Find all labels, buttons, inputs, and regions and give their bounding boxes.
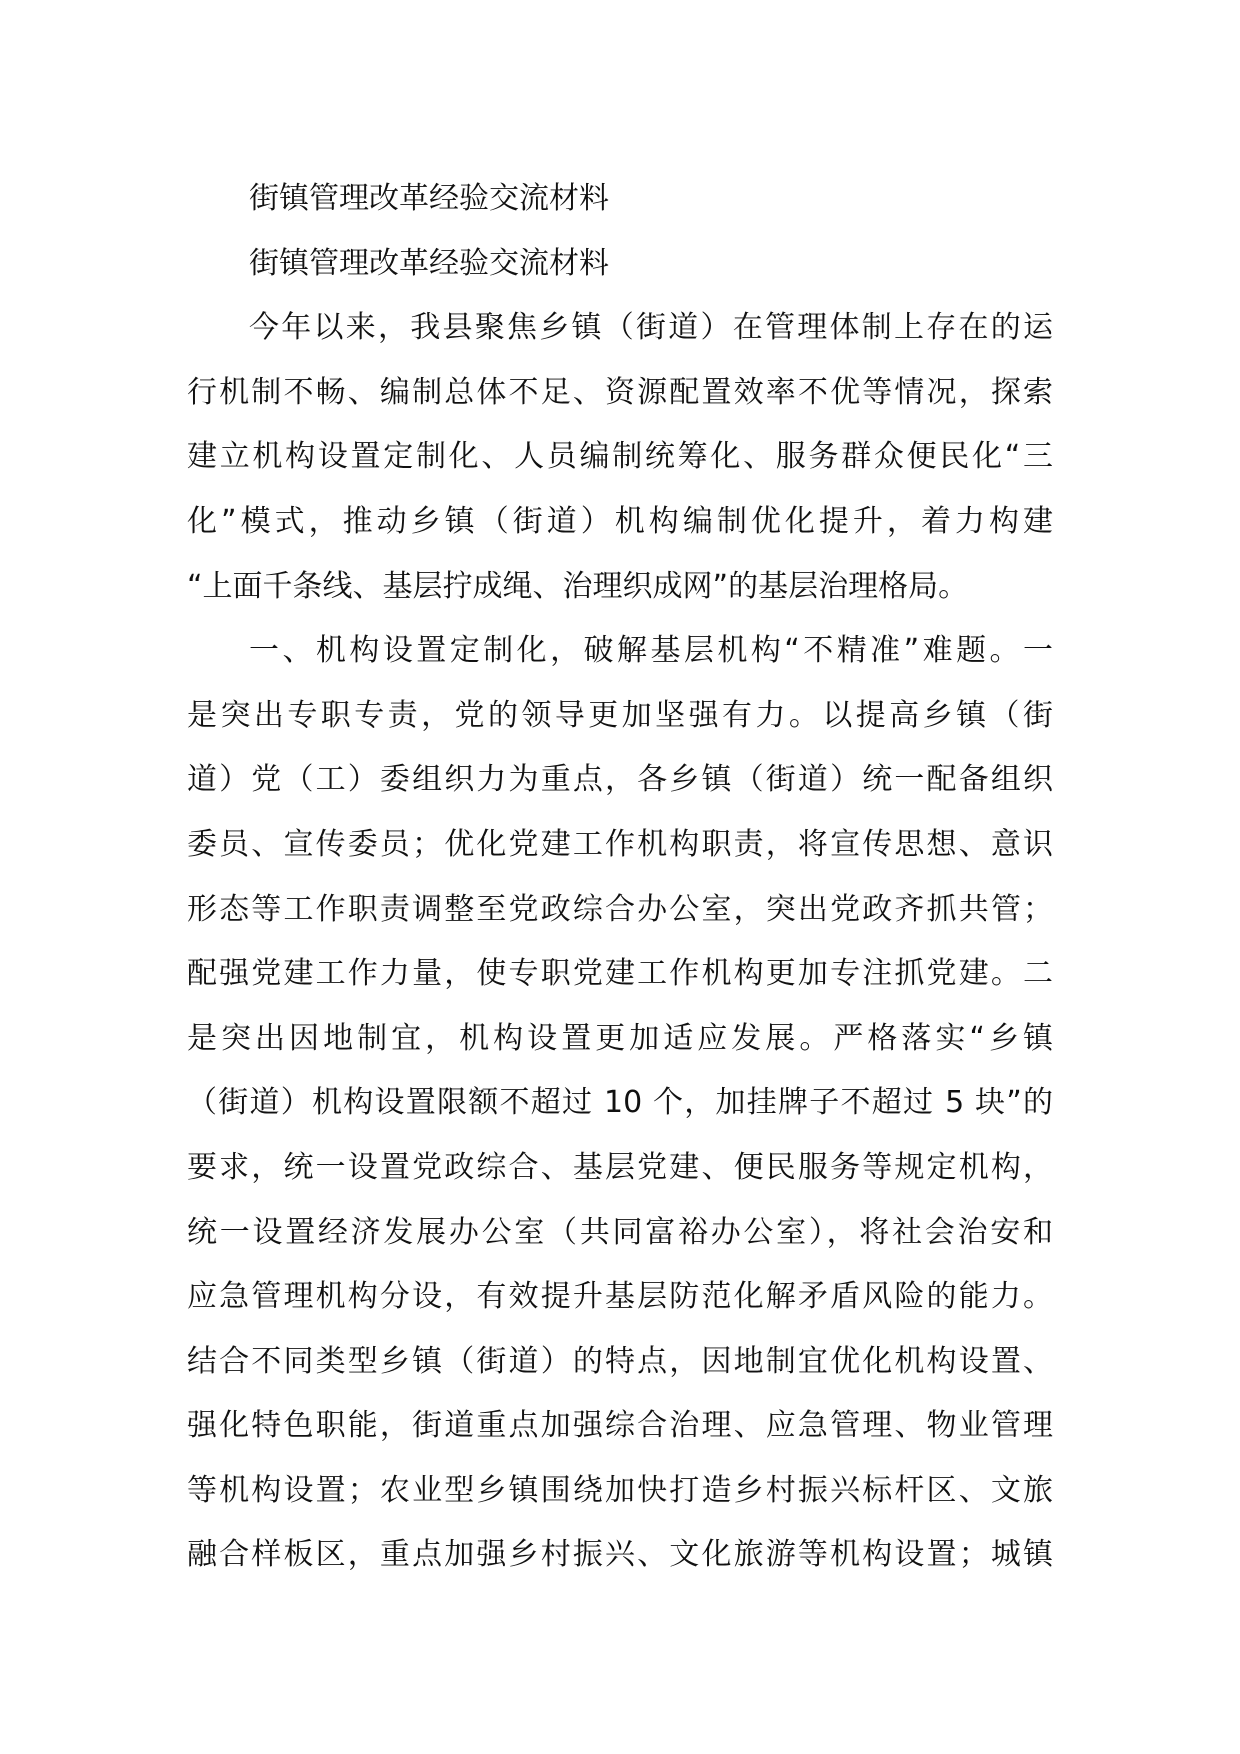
paragraph-line: 今年以来，我县聚焦乡镇（街道）在管理体制上存在的运 <box>249 310 1053 346</box>
paragraph-line: 统一设置经济发展办公室（共同富裕办公室），将社会治安和 <box>187 1214 1053 1250</box>
paragraph-line: 是突出专职专责，党的领导更加坚强有力。以提高乡镇（街 <box>187 697 1053 733</box>
paragraph-line: （街道）机构设置限额不超过 10 个，加挂牌子不超过 5 块”的 <box>187 1085 1053 1121</box>
paragraph-line: 要求，统一设置党政综合、基层党建、便民服务等规定机构， <box>187 1149 1053 1185</box>
paragraph-line: 强化特色职能，街道重点加强综合治理、应急管理、物业管理 <box>187 1408 1053 1444</box>
paragraph-line: 化”模式，推动乡镇（街道）机构编制优化提升，着力构建 <box>187 503 1053 539</box>
paragraph-line: “上面千条线、基层拧成绳、治理织成网”的基层治理格局。 <box>187 568 969 604</box>
paragraph-line: 委员、宣传委员；优化党建工作机构职责，将宣传思想、意识 <box>187 826 1053 862</box>
document-body <box>187 167 1053 1588</box>
paragraph-line: 融合样板区，重点加强乡村振兴、文化旅游等机构设置；城镇 <box>187 1537 1053 1573</box>
paragraph-line: 等机构设置；农业型乡镇围绕加快打造乡村振兴标杆区、文旅 <box>187 1472 1053 1508</box>
paragraph-line: 配强党建工作力量，使专职党建工作机构更加专注抓党建。二 <box>187 956 1053 992</box>
paragraph-line: 应急管理机构分设，有效提升基层防范化解矛盾风险的能力。 <box>187 1279 1053 1315</box>
paragraph-line: 建立机构设置定制化、人员编制统筹化、服务群众便民化“三 <box>187 439 1053 475</box>
document-title: 街镇管理改革经验交流材料 <box>249 181 609 216</box>
paragraph-line: 是突出因地制宜，机构设置更加适应发展。严格落实“乡镇 <box>187 1020 1053 1056</box>
paragraph-line: 结合不同类型乡镇（街道）的特点，因地制宜优化机构设置、 <box>187 1343 1053 1379</box>
document-subtitle: 街镇管理改革经验交流材料 <box>249 245 609 281</box>
paragraph-line: 行机制不畅、编制总体不足、资源配置效率不优等情况，探索 <box>187 374 1053 410</box>
paragraph-line: 道）党（工）委组织力为重点，各乡镇（街道）统一配备组织 <box>187 762 1053 798</box>
paragraph-line: 一、机构设置定制化，破解基层机构“不精准”难题。一 <box>249 633 1053 669</box>
paragraph-line: 形态等工作职责调整至党政综合办公室，突出党政齐抓共管； <box>187 891 1053 927</box>
